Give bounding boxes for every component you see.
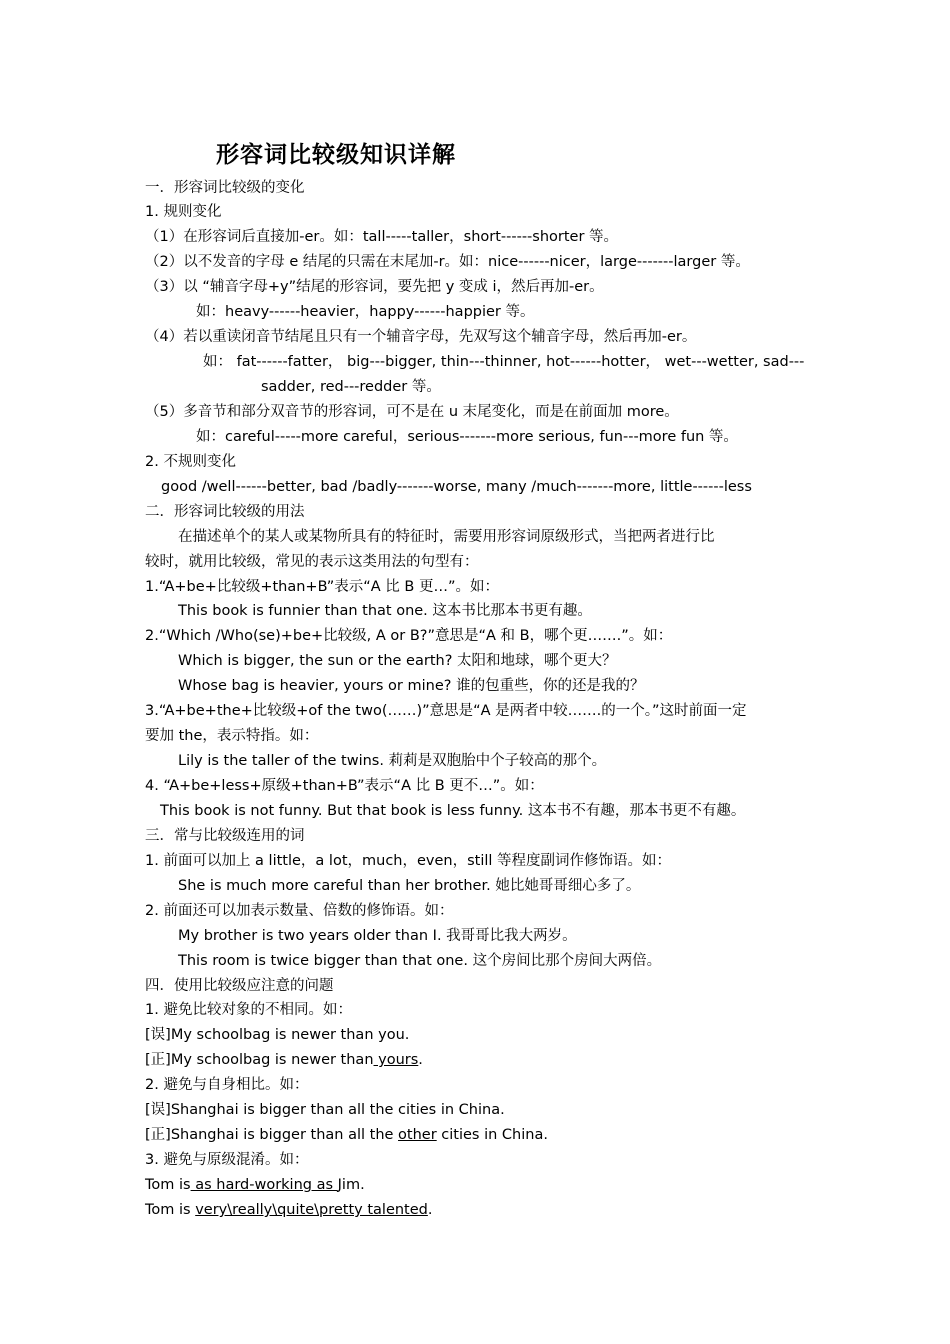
section-3-heading: 三．常与比较级连用的词 xyxy=(145,828,305,844)
note-1: 1. 避免比较对象的不相同。如： xyxy=(145,1002,352,1018)
note-2-right xyxy=(145,1125,548,1145)
rule-4-example-line1: 如： fat------fatter， big---bigger, thin---thinner, hot------hotter， wet---wetter, sad--- xyxy=(203,354,805,370)
modifier-2-example-2: This room is twice bigger than that one. 这个房间比那个房间大两倍。 xyxy=(178,953,662,969)
rule-2: （2）以不发音的字母 e 结尾的只需在末尾加-r。如：nice------nicer，large-------larger 等。 xyxy=(145,254,750,270)
pattern-3-example: Lily is the taller of the twins. 莉莉是双胞胎中个子较高的那个。 xyxy=(178,753,607,769)
note-1-wrong: [误]My schoolbag is newer than you. xyxy=(145,1027,410,1043)
irregular-list: good /well------better, bad /badly-------worse, many /much-------more, little------less xyxy=(161,479,752,495)
section-2-intro-line2: 较时，就用比较级，常见的表示这类用法的句型有： xyxy=(145,554,479,570)
pattern-2-example-1: Which is bigger, the sun or the earth? 太阳和地球，哪个更大？ xyxy=(178,653,617,669)
pattern-3-line2: 要加 the，表示特指。如： xyxy=(145,728,319,744)
modifier-1: 1. 前面可以加上 a little，a lot，much，even，still 等程度副词作修饰语。如： xyxy=(145,853,672,869)
rule-5: （5）多音节和部分双音节的形容词，可不是在 u 末尾变化，而是在前面加 more。 xyxy=(145,404,679,420)
note-3-example-2 xyxy=(145,1200,432,1220)
rule-4: （4）若以重读闭音节结尾且只有一个辅音字母，先双写这个辅音字母，然后再加-er。 xyxy=(145,329,697,345)
rule-1: （1）在形容词后直接加-er。如：tall-----taller，short------shorter 等。 xyxy=(145,229,619,245)
note-3-example-2-underlined: very\really\quite\pretty talented xyxy=(195,1202,428,1218)
note-2: 2. 避免与自身相比。如： xyxy=(145,1077,309,1093)
note-3-example-1-end: Jim. xyxy=(337,1177,365,1193)
note-2-right-text: [正]Shanghai is bigger than all the xyxy=(145,1127,399,1143)
pattern-1: 1.“A+be+比较级+than+B”表示“A 比 B 更…”。如： xyxy=(145,579,499,595)
rule-4-example-line2: sadder, red---redder 等。 xyxy=(261,379,441,395)
pattern-4: 4. “A+be+less+原级+than+B”表示“A 比 B 更不…”。如： xyxy=(145,778,544,794)
modifier-2-example-1: My brother is two years older than I. 我哥哥比我大两岁。 xyxy=(178,928,577,944)
pattern-2-example-2: Whose bag is heavier, yours or mine? 谁的包重些，你的还是我的？ xyxy=(178,678,645,694)
modifier-2: 2. 前面还可以加表示数量、倍数的修饰语。如： xyxy=(145,903,454,919)
note-2-right-underlined: other xyxy=(398,1127,437,1143)
pattern-1-example: This book is funnier than that one. 这本书比那本书更有趣。 xyxy=(178,603,592,619)
note-2-right-end: cities in China. xyxy=(436,1127,548,1143)
rule-3-example: 如：heavy------heavier，happy------happier 等。 xyxy=(196,304,535,320)
subheading-irregular: 2. 不规则变化 xyxy=(145,454,236,470)
pattern-3-line1: 3.“A+be+the+比较级+of the two(……)”意思是“A 是两者中较…….的一个。”这时前面一定 xyxy=(145,703,747,719)
document-title: 形容词比较级知识详解 xyxy=(216,142,456,168)
note-3-example-1-text: Tom is xyxy=(145,1177,191,1193)
modifier-1-example: She is much more careful than her brother. 她比她哥哥细心多了。 xyxy=(178,878,641,894)
pattern-2: 2.“Which /Who(se)+be+比较级, A or B?”意思是“A 和 B，哪个更…….”。如： xyxy=(145,628,673,644)
subheading-regular: 1. 规则变化 xyxy=(145,204,222,220)
section-2-intro-line1: 在描述单个的某人或某物所具有的特征时，需要用形容词原级形式，当把两者进行比 xyxy=(178,529,715,545)
section-1-heading: 一．形容词比较级的变化 xyxy=(145,180,305,196)
rule-5-example: 如：careful-----more careful，serious-------more serious, fun---more fun 等。 xyxy=(196,429,738,445)
note-3-example-1-underlined: as hard-working as xyxy=(190,1177,338,1193)
note-1-right xyxy=(145,1050,423,1070)
note-1-right-text: [正]My schoolbag is newer than xyxy=(145,1052,374,1068)
rule-3: （3）以 “辅音字母+y”结尾的形容词，要先把 y 变成 i，然后再加-er。 xyxy=(145,279,604,295)
note-1-right-end: . xyxy=(418,1052,423,1068)
pattern-4-example: This book is not funny. But that book is less funny. 这本书不有趣，那本书更不有趣。 xyxy=(160,803,746,819)
note-3-example-2-text: Tom is xyxy=(145,1202,196,1218)
note-1-right-underlined: yours xyxy=(373,1052,419,1068)
note-3-example-2-end: . xyxy=(427,1202,433,1218)
note-3-example-1 xyxy=(145,1175,365,1195)
section-2-heading: 二．形容词比较级的用法 xyxy=(145,504,305,520)
section-4-heading: 四．使用比较级应注意的问题 xyxy=(145,978,334,994)
note-2-wrong: [误]Shanghai is bigger than all the cities in China. xyxy=(145,1102,505,1118)
note-3: 3. 避免与原级混淆。如： xyxy=(145,1152,309,1168)
